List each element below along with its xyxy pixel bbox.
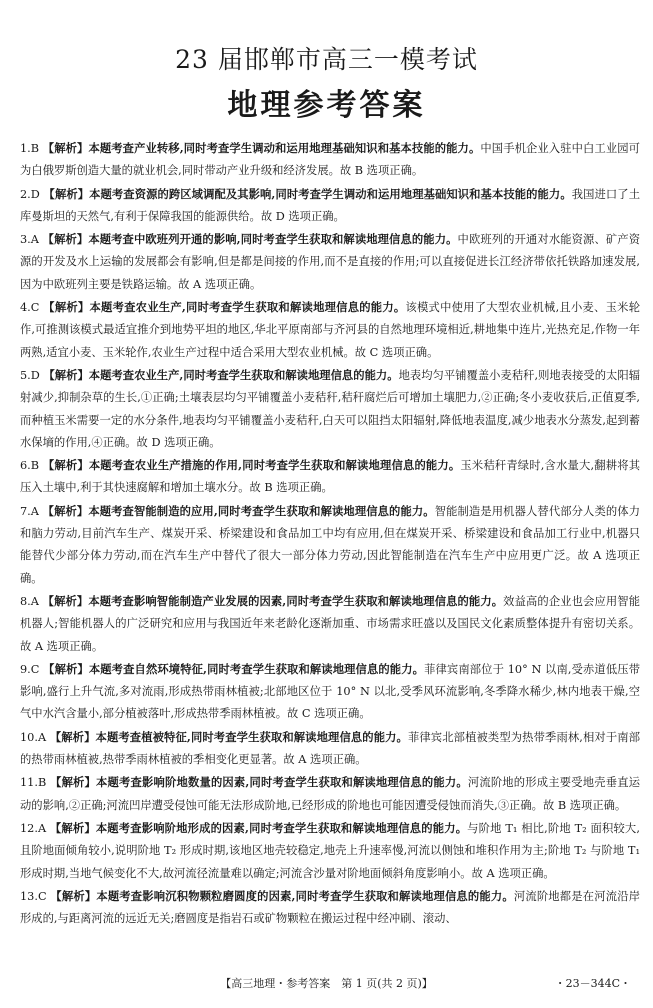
page-footer: [0, 973, 653, 993]
analysis-tag: 【解析】: [42, 141, 89, 155]
footer-doc-code: ・23－344C・: [554, 977, 631, 990]
answer-lead: 本题考查农业生产,同时考查学生获取和解读地理信息的能力。: [89, 300, 406, 315]
answer-lead: 本题考查农业生产,同时考查学生获取和解读地理信息的能力。: [88, 367, 399, 382]
answer-body: 该模式中使用了大型农业机械,且小麦、玉米轮作,可推测该模式最适宜推介到地势平坦的地区,华北平原南部与齐河县的自然地理环境相近,耕地集中连片,光热充足,作物一年两熟,适宜小麦、玉米轮作,农业生产过程中适合采用大型农业机械。故 C 选项正确。: [20, 301, 640, 359]
answer-item: [20, 590, 640, 658]
answer-body: 我国进口了土库曼斯坦的天然气,有利于保障我国的能源供给。故 D 选项正确。: [20, 187, 640, 223]
answer-number: 5.D: [20, 368, 40, 382]
footer-page-info: 【高三地理・参考答案 第 1 页(共 2 页)】: [220, 977, 433, 990]
answer-number: 13.C: [20, 889, 47, 903]
answer-number: 7.A: [20, 504, 39, 518]
answer-lead: 本题考查影响智能制造产业发展的因素,同时考查学生获取和解读地理信息的能力。: [88, 593, 504, 608]
answer-number: 8.A: [20, 594, 39, 608]
answer-lead: 本题考查中欧班列开通的影响,同时考查学生获取和解读地理信息的能力。: [88, 232, 458, 247]
answer-lead: 本题考查自然环境特征,同时考查学生获取和解读地理信息的能力。: [88, 661, 425, 676]
answer-body: 河流阶地都是在河流沿岸形成的,与距离河流的远近无关;磨圆度是指岩石或矿物颗粒在搬运过程中经冲刷、滚动、: [20, 889, 640, 926]
answer-item: [20, 228, 640, 296]
answer-body: 地表均匀平铺覆盖小麦秸秆,则地表接受的太阳辐射减少,抑制杂草的生长,①正确;土壤表层均匀平铺覆盖小麦秸秆,秸秆腐烂后可增加土壤肥力,②正确;冬小麦收获后,正值夏季,而种植玉米需要一定的水分条件,地表均匀平铺覆盖小麦秸秆,白天可以阻挡太阳辐射,降低地表温度,减少地表水分蒸发,起到蓄水保墒的作用,④正确。故 D 选项正确。: [20, 368, 641, 449]
answer-number: 2.D: [20, 187, 40, 201]
answer-body: 玉米秸秆青绿时,含水量大,翻耕将其压入土壤中,利于其快速腐解和增加土壤水分。故 B 选项正确。: [20, 459, 640, 495]
answer-number: 3.A: [20, 233, 39, 247]
analysis-tag: 【解析】: [43, 661, 89, 676]
answer-body: 中欧班列的开通对水能资源、矿产资源的开发及水上运输的发展都会有影响,但是都是间接的作用,而不是直接的作用;可以直接促进长江经济带依托铁路加速发展,因为中欧班列主要是铁路运输。故 A 选项正确。: [20, 233, 640, 291]
answer-item: [20, 885, 640, 931]
answer-item: [20, 137, 640, 183]
analysis-tag: 【解析】: [42, 593, 89, 608]
analysis-tag: 【解析】: [49, 729, 96, 744]
answer-body: 效益高的企业也会应用智能机器人;智能机器人的广泛研究和应用与我国近年来老龄化逐渐加重、市场需求旺盛以及国民文化素质整体提升有密切关系。故 A 选项正确。: [20, 594, 640, 653]
answer-lead: 本题考查资源的跨区域调配及其影响,同时考查学生调动和运用地理基础知识和基本技能的能力。: [89, 186, 572, 201]
analysis-tag: 【解析】: [43, 186, 90, 201]
answer-item: [20, 183, 640, 229]
answer-lead: 本题考查农业生产措施的作用,同时考查学生获取和解读地理信息的能力。: [88, 458, 461, 473]
analysis-tag: 【解析】: [42, 232, 89, 247]
answer-list: [20, 137, 640, 930]
document-title: 23 届邯郸市高三一模考试: [175, 45, 478, 74]
answer-lead: 本题考查植被特征,同时考查学生获取和解读地理信息的能力。: [95, 729, 408, 744]
answer-lead: 本题考查影响阶地形成的因素,同时考查学生获取和解读地理信息的能力。: [95, 820, 468, 835]
answer-item: [20, 817, 640, 885]
answer-number: 10.A: [20, 730, 47, 744]
answer-item: [20, 364, 640, 454]
analysis-tag: 【解析】: [42, 458, 89, 473]
answer-body: 河流阶地的形成主要受地壳垂直运动的影响,②正确;河流凹岸遭受侵蚀可能无法形成阶地,已经形成的阶地也可能因遭受侵蚀而消失,③正确。故 B 选项正确。: [20, 776, 640, 812]
answer-body: 与阶地 T₁ 相比,阶地 T₂ 面积较大,且阶地面倾角较小,说明阶地 T₂ 形成时期,该地区地壳较稳定,地壳上升速率慢,河流以侧蚀和堆积作用为主;阶地 T₂ 与阶地 T₁ 形成时期,当地气候变化不大,故河流径流量难以确定;河流含沙量对阶地面倾斜角度影响小。故 A 选项正确。: [20, 821, 640, 880]
answer-item: [20, 454, 640, 500]
answer-number: 9.C: [20, 662, 40, 676]
document-subtitle: 地理参考答案: [227, 88, 426, 123]
answer-body: 中国手机企业入驻中白工业园可为白俄罗斯创造大量的就业机会,同时带动产业升级和经济发展。故 B 选项正确。: [20, 142, 640, 178]
answer-lead: 本题考查智能制造的应用,同时考查学生获取和解读地理信息的能力。: [88, 503, 435, 518]
analysis-tag: 【解析】: [43, 367, 89, 382]
answer-item: [20, 771, 640, 817]
analysis-tag: 【解析】: [50, 775, 97, 790]
answer-item: [20, 296, 640, 364]
answer-body: 菲律宾南部位于 10° N 以南,受赤道低压带影响,盛行上升气流,多对流雨,形成热带雨林植被;北部地区位于 10° N 以北,受季风环流影响,冬季降水稀少,林内地表干燥,空气中水汽含量小,部分植被落叶,形成热带季雨林植被。故 C 选项正确。: [20, 662, 640, 721]
analysis-tag: 【解析】: [42, 503, 89, 518]
answer-number: 1.B: [20, 142, 40, 155]
answer-lead: 本题考查影响沉积物颗粒磨圆度的因素,同时考查学生获取和解读地理信息的能力。: [96, 888, 514, 903]
answer-number: 12.A: [20, 821, 47, 835]
answer-lead: 本题考查影响阶地数量的因素,同时考查学生获取和解读地理信息的能力。: [96, 775, 468, 790]
analysis-tag: 【解析】: [50, 888, 97, 903]
answer-lead: 本题考查产业转移,同时考查学生调动和运用地理基础知识和基本技能的能力。: [88, 141, 481, 155]
answer-item: [20, 726, 640, 772]
analysis-tag: 【解析】: [49, 820, 96, 835]
answer-body: 菲律宾北部植被类型为热带季雨林,相对于南部的热带雨林植被,热带季雨林植被的季相变化更显著。故 A 选项正确。: [20, 730, 640, 767]
answer-item: [20, 658, 640, 726]
answer-body: 智能制造是用机器人替代部分人类的体力和脑力劳动,目前汽车生产、煤炭开采、桥梁建设和食品加工中均有应用,但在煤炭开采、桥梁建设和食品加工行业中,机器只能替代少部分体力劳动,而在汽车生产中替代了很大一部分体力劳动,因此智能制造在汽车生产中应用更广泛。故 A 选项正确。: [20, 504, 640, 585]
answer-number: 6.B: [20, 459, 40, 473]
answer-item: [20, 500, 640, 590]
answer-number: 4.C: [20, 301, 40, 315]
answer-number: 11.B: [20, 776, 47, 790]
analysis-tag: 【解析】: [43, 300, 90, 315]
